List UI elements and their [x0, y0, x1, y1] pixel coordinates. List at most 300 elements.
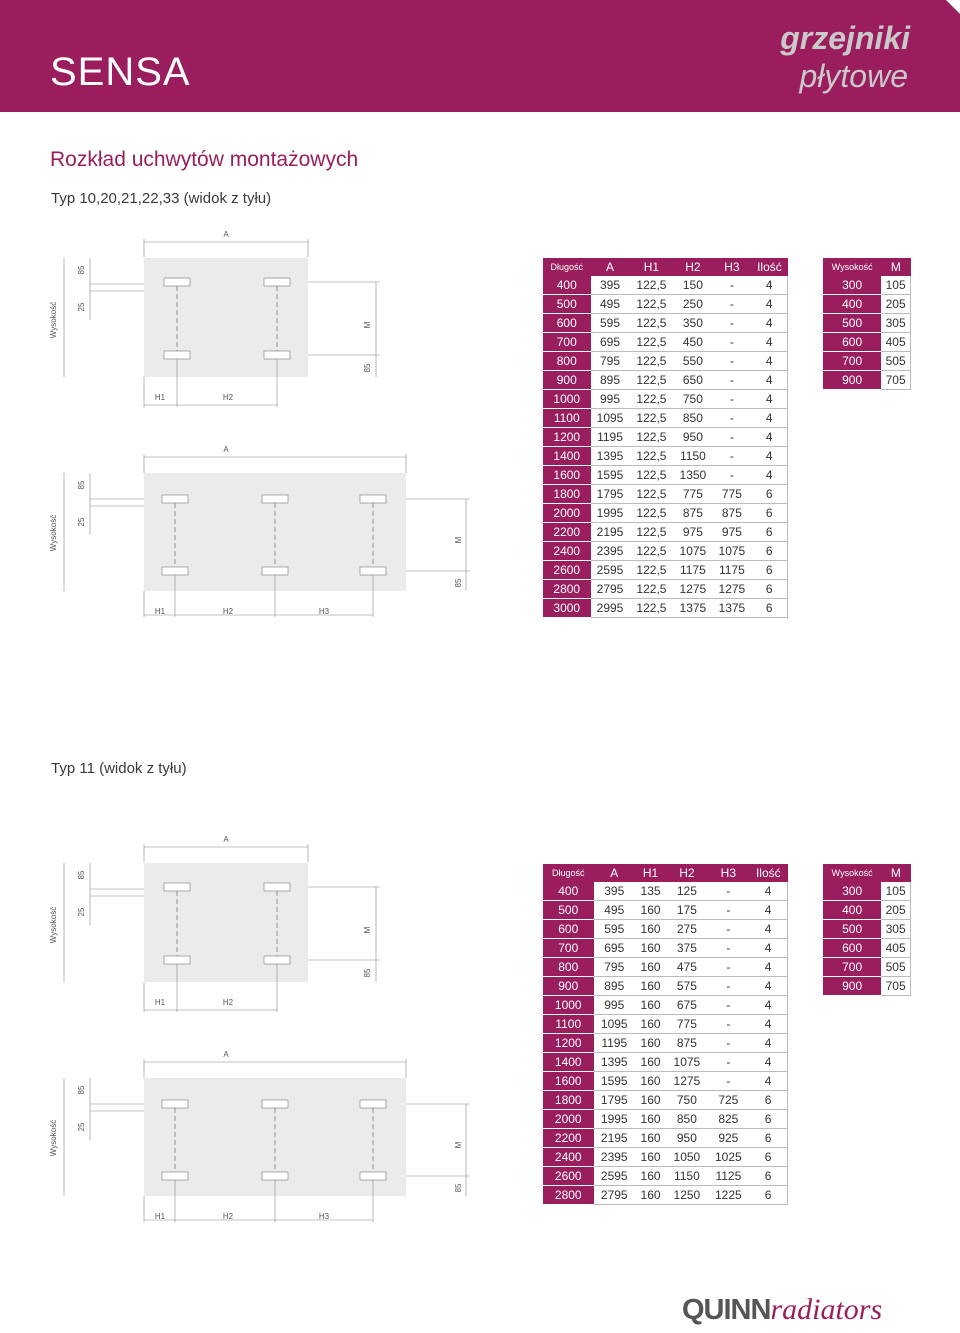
- table-cell: -: [708, 996, 749, 1015]
- table-cell: 405: [881, 939, 910, 958]
- table-cell: 925: [708, 1129, 749, 1148]
- table-cell: 160: [635, 1091, 666, 1110]
- table-cell: -: [708, 920, 749, 939]
- column-header: Długość: [543, 864, 594, 882]
- table-row: [823, 295, 911, 314]
- table-cell: 122,5: [630, 428, 674, 447]
- row-label-cell: 1400: [543, 447, 591, 466]
- dim-label-a: A: [223, 445, 229, 454]
- row-label-cell: 500: [543, 901, 594, 920]
- table-row: [543, 939, 788, 958]
- table-cell: 895: [591, 371, 630, 390]
- row-label-cell: 1000: [543, 996, 594, 1015]
- table-cell: 350: [673, 314, 712, 333]
- table-cell: 550: [673, 352, 712, 371]
- category-line-2: płytowe: [799, 58, 908, 94]
- table-cell: 160: [635, 977, 666, 996]
- table-cell: 175: [666, 901, 707, 920]
- dim-label-85: 85: [454, 1183, 463, 1193]
- table-cell: 795: [594, 958, 635, 977]
- dim-label-m: M: [363, 926, 372, 934]
- table-cell: -: [712, 295, 751, 314]
- table-cell: 875: [712, 504, 751, 523]
- table-cell: 122,5: [630, 523, 674, 542]
- quinn-radiators-logo: [682, 1293, 912, 1333]
- table-cell: -: [708, 1072, 749, 1091]
- table-cell: 1795: [591, 485, 630, 504]
- table-cell: 895: [594, 977, 635, 996]
- table-cell: 4: [749, 920, 787, 939]
- row-label-cell: 600: [823, 333, 881, 352]
- table-cell: 6: [749, 1091, 787, 1110]
- table-cell: 2395: [591, 542, 630, 561]
- table-row: [823, 333, 911, 352]
- height-label: Wysokość: [49, 301, 58, 339]
- table-cell: 150: [673, 276, 712, 295]
- table-row: [823, 276, 911, 295]
- page-title: Rozkład uchwytów montażowych: [50, 148, 359, 171]
- table-cell: 1125: [708, 1167, 749, 1186]
- column-header: Ilość: [751, 258, 787, 276]
- table-cell: 160: [635, 1186, 666, 1205]
- row-label-cell: 2200: [543, 523, 591, 542]
- table-cell: 1195: [594, 1034, 635, 1053]
- table-cell: 1075: [666, 1053, 707, 1072]
- row-label-cell: 800: [543, 958, 594, 977]
- table-cell: 122,5: [630, 371, 674, 390]
- dim-label-85: 85: [363, 363, 372, 373]
- column-header: H1: [630, 258, 674, 276]
- table-cell: 4: [751, 314, 787, 333]
- table-cell: 275: [666, 920, 707, 939]
- table-cell: 1275: [712, 580, 751, 599]
- row-label-cell: 700: [823, 352, 881, 371]
- dim-label-a: A: [223, 835, 229, 844]
- table-cell: 495: [594, 901, 635, 920]
- table-row: [543, 901, 788, 920]
- table-cell: 4: [749, 1053, 787, 1072]
- table-cell: 875: [673, 504, 712, 523]
- table-row: [543, 523, 788, 542]
- table-row: [543, 447, 788, 466]
- dim-label-85: 85: [77, 1085, 86, 1095]
- table-row: [543, 1091, 788, 1110]
- column-header: Wysokość: [823, 864, 881, 882]
- height-m-table-2: [823, 864, 911, 996]
- column-header: H2: [673, 258, 712, 276]
- row-label-cell: 2000: [543, 1110, 594, 1129]
- dim-label-h1: H1: [154, 998, 166, 1007]
- row-label-cell: 800: [543, 352, 591, 371]
- column-header: A: [594, 864, 635, 882]
- table-cell: 650: [673, 371, 712, 390]
- table-cell: 950: [666, 1129, 707, 1148]
- dim-label-h1: H1: [154, 393, 166, 402]
- table-cell: 122,5: [630, 333, 674, 352]
- table-cell: 4: [749, 1034, 787, 1053]
- table-cell: 2795: [591, 580, 630, 599]
- table-cell: 725: [708, 1091, 749, 1110]
- table-cell: 495: [591, 295, 630, 314]
- table-cell: 160: [635, 1053, 666, 1072]
- bracket-table-2: [543, 864, 788, 1205]
- table-row: [543, 1110, 788, 1129]
- table-cell: -: [708, 1034, 749, 1053]
- table-cell: -: [712, 466, 751, 485]
- row-label-cell: 700: [543, 333, 591, 352]
- dim-label-h1: H1: [154, 607, 166, 616]
- table-row: [823, 958, 911, 977]
- table-cell: 6: [751, 599, 787, 618]
- table-cell: 125: [666, 882, 707, 901]
- table-cell: 6: [749, 1186, 787, 1205]
- table-row: [543, 561, 788, 580]
- dim-label-m: M: [454, 536, 463, 544]
- table-cell: 6: [749, 1110, 787, 1129]
- table-cell: -: [712, 409, 751, 428]
- row-label-cell: 1800: [543, 485, 591, 504]
- table-cell: 160: [635, 939, 666, 958]
- height-m-table-1: [823, 258, 911, 390]
- table-cell: 160: [635, 996, 666, 1015]
- table-cell: -: [712, 447, 751, 466]
- table-row: [543, 466, 788, 485]
- dim-label-a: A: [223, 1050, 229, 1059]
- table-cell: 6: [751, 523, 787, 542]
- table-row: [543, 1167, 788, 1186]
- table-cell: 1150: [673, 447, 712, 466]
- table-header-row: [823, 864, 911, 882]
- table-cell: 1395: [591, 447, 630, 466]
- table-cell: 105: [881, 276, 910, 295]
- row-label-cell: 1200: [543, 428, 591, 447]
- table-row: [543, 1072, 788, 1091]
- table-cell: 2995: [591, 599, 630, 618]
- table-cell: 595: [591, 314, 630, 333]
- table-cell: 825: [708, 1110, 749, 1129]
- dim-label-h2: H2: [222, 393, 234, 402]
- table-cell: 4: [749, 901, 787, 920]
- table-cell: 1075: [712, 542, 751, 561]
- table-cell: 2795: [594, 1186, 635, 1205]
- table-cell: 705: [881, 977, 910, 996]
- table-cell: -: [708, 958, 749, 977]
- table-cell: 122,5: [630, 561, 674, 580]
- table-cell: 122,5: [630, 314, 674, 333]
- table-cell: 995: [594, 996, 635, 1015]
- bracket-table-1: [543, 258, 788, 618]
- table-cell: 1250: [666, 1186, 707, 1205]
- table-cell: 160: [635, 1129, 666, 1148]
- dim-label-25: 25: [77, 907, 86, 917]
- table-row: [543, 1148, 788, 1167]
- table-cell: 2395: [594, 1148, 635, 1167]
- column-header: M: [881, 864, 910, 882]
- logo-part-1: QUINN: [682, 1294, 771, 1326]
- row-label-cell: 1400: [543, 1053, 594, 1072]
- table-cell: 135: [635, 882, 666, 901]
- table-cell: 1995: [591, 504, 630, 523]
- category-line-1: grzejniki: [780, 20, 910, 56]
- table-cell: 4: [751, 447, 787, 466]
- table-cell: 2195: [591, 523, 630, 542]
- table-cell: 4: [749, 882, 787, 901]
- table-row: [823, 352, 911, 371]
- table-cell: 975: [712, 523, 751, 542]
- table-cell: 160: [635, 958, 666, 977]
- table-cell: 4: [749, 1072, 787, 1091]
- dim-label-85: 85: [363, 968, 372, 978]
- table-cell: 1275: [666, 1072, 707, 1091]
- table-cell: 375: [666, 939, 707, 958]
- table-cell: 1175: [712, 561, 751, 580]
- row-label-cell: 600: [543, 920, 594, 939]
- table-cell: 6: [749, 1148, 787, 1167]
- table-cell: 1995: [594, 1110, 635, 1129]
- table-row: [543, 333, 788, 352]
- table-cell: -: [712, 390, 751, 409]
- table-cell: 875: [666, 1034, 707, 1053]
- table-cell: 505: [881, 352, 910, 371]
- table-cell: 2595: [594, 1167, 635, 1186]
- table-cell: 4: [751, 276, 787, 295]
- height-label: Wysokość: [49, 514, 58, 552]
- table-cell: 122,5: [630, 409, 674, 428]
- row-label-cell: 1000: [543, 390, 591, 409]
- row-label-cell: 1100: [543, 409, 591, 428]
- table-cell: 122,5: [630, 485, 674, 504]
- dim-label-85: 85: [77, 265, 86, 275]
- table-cell: 6: [749, 1167, 787, 1186]
- table-cell: 6: [751, 504, 787, 523]
- column-header: M: [881, 258, 910, 276]
- table-cell: -: [708, 939, 749, 958]
- table-cell: 595: [594, 920, 635, 939]
- table-cell: -: [712, 428, 751, 447]
- table-cell: 405: [881, 333, 910, 352]
- table-cell: 750: [666, 1091, 707, 1110]
- table-cell: 1275: [673, 580, 712, 599]
- table-cell: 1150: [666, 1167, 707, 1186]
- table-cell: 4: [751, 333, 787, 352]
- table-cell: 1375: [673, 599, 712, 618]
- dim-label-h3: H3: [318, 607, 330, 616]
- row-label-cell: 900: [543, 977, 594, 996]
- header-banner: [0, 0, 960, 112]
- table-cell: -: [708, 1015, 749, 1034]
- column-header: H3: [708, 864, 749, 882]
- table-cell: 705: [881, 371, 910, 390]
- table-cell: -: [708, 1053, 749, 1072]
- table-cell: 4: [749, 939, 787, 958]
- dim-label-h1: H1: [154, 1212, 166, 1221]
- table-header-row: [543, 864, 788, 882]
- dim-label-h3: H3: [318, 1212, 330, 1221]
- row-label-cell: 3000: [543, 599, 591, 618]
- dim-label-m: M: [363, 321, 372, 329]
- table-row: [543, 1053, 788, 1072]
- table-cell: 505: [881, 958, 910, 977]
- table-cell: 160: [635, 1167, 666, 1186]
- row-label-cell: 400: [823, 901, 881, 920]
- table-cell: 250: [673, 295, 712, 314]
- row-label-cell: 1800: [543, 1091, 594, 1110]
- dim-label-h2: H2: [222, 998, 234, 1007]
- table-cell: 4: [749, 1015, 787, 1034]
- table-cell: 160: [635, 1034, 666, 1053]
- table-cell: 850: [673, 409, 712, 428]
- table-cell: 122,5: [630, 542, 674, 561]
- table-row: [543, 1034, 788, 1053]
- table-cell: 1375: [712, 599, 751, 618]
- table-cell: 1595: [594, 1072, 635, 1091]
- table-cell: 2195: [594, 1129, 635, 1148]
- table-cell: 995: [591, 390, 630, 409]
- table-cell: 395: [594, 882, 635, 901]
- table-header-row: [823, 258, 911, 276]
- brand-title: SENSA: [50, 50, 191, 94]
- table-cell: 850: [666, 1110, 707, 1129]
- row-label-cell: 400: [543, 882, 594, 901]
- dim-label-m: M: [454, 1141, 463, 1149]
- column-header: Długość: [543, 258, 591, 276]
- table-cell: 4: [749, 996, 787, 1015]
- dim-label-a: A: [223, 230, 229, 239]
- table-cell: 122,5: [630, 276, 674, 295]
- table-row: [543, 428, 788, 447]
- row-label-cell: 2000: [543, 504, 591, 523]
- dim-label-25: 25: [77, 517, 86, 527]
- table-cell: 1225: [708, 1186, 749, 1205]
- column-header: H3: [712, 258, 751, 276]
- table-cell: 395: [591, 276, 630, 295]
- table-row: [543, 371, 788, 390]
- row-label-cell: 600: [823, 939, 881, 958]
- table-cell: 1095: [594, 1015, 635, 1034]
- table-cell: 122,5: [630, 466, 674, 485]
- table-row: [543, 295, 788, 314]
- table-row: [543, 580, 788, 599]
- table-cell: -: [712, 352, 751, 371]
- table-row: [543, 882, 788, 901]
- table-row: [823, 901, 911, 920]
- table-cell: 6: [751, 485, 787, 504]
- table-cell: 6: [749, 1129, 787, 1148]
- table-cell: 205: [881, 901, 910, 920]
- table-cell: 160: [635, 920, 666, 939]
- dim-label-25: 25: [77, 1122, 86, 1132]
- row-label-cell: 2600: [543, 561, 591, 580]
- table-row: [543, 276, 788, 295]
- table-cell: 695: [594, 939, 635, 958]
- table-cell: 160: [635, 901, 666, 920]
- column-header: H1: [635, 864, 666, 882]
- row-label-cell: 400: [823, 295, 881, 314]
- row-label-cell: 1600: [543, 466, 591, 485]
- table-cell: 695: [591, 333, 630, 352]
- table-cell: 160: [635, 1148, 666, 1167]
- table-row: [823, 977, 911, 996]
- row-label-cell: 500: [823, 920, 881, 939]
- table-cell: -: [712, 276, 751, 295]
- table-cell: -: [712, 333, 751, 352]
- row-label-cell: 400: [543, 276, 591, 295]
- mounting-diagram-2: [40, 830, 480, 1230]
- row-label-cell: 1100: [543, 1015, 594, 1034]
- row-label-cell: 2800: [543, 1186, 594, 1205]
- table-row: [543, 920, 788, 939]
- row-label-cell: 2400: [543, 1148, 594, 1167]
- table-cell: 1095: [591, 409, 630, 428]
- row-label-cell: 900: [823, 371, 881, 390]
- row-label-cell: 1600: [543, 1072, 594, 1091]
- table-cell: 675: [666, 996, 707, 1015]
- dim-label-85: 85: [77, 480, 86, 490]
- table-cell: 122,5: [630, 352, 674, 371]
- table-cell: 1195: [591, 428, 630, 447]
- dim-label-h2: H2: [222, 1212, 234, 1221]
- table-cell: -: [708, 901, 749, 920]
- table-row: [543, 958, 788, 977]
- table-row: [823, 920, 911, 939]
- table-cell: 1175: [673, 561, 712, 580]
- table-cell: -: [712, 314, 751, 333]
- table-cell: 305: [881, 314, 910, 333]
- table-cell: 122,5: [630, 599, 674, 618]
- row-label-cell: 900: [543, 371, 591, 390]
- table-cell: 160: [635, 1015, 666, 1034]
- table-cell: 1395: [594, 1053, 635, 1072]
- table-cell: 122,5: [630, 580, 674, 599]
- table-cell: 1050: [666, 1148, 707, 1167]
- table-row: [543, 504, 788, 523]
- table-row: [543, 977, 788, 996]
- table-cell: 4: [751, 428, 787, 447]
- table-cell: 1075: [673, 542, 712, 561]
- logo-part-2: radiators: [770, 1293, 883, 1326]
- row-label-cell: 2600: [543, 1167, 594, 1186]
- table-cell: 2595: [591, 561, 630, 580]
- row-label-cell: 700: [823, 958, 881, 977]
- height-label: Wysokość: [49, 1119, 58, 1157]
- mounting-diagram-1: [40, 225, 480, 625]
- table-cell: 4: [749, 977, 787, 996]
- row-label-cell: 2400: [543, 542, 591, 561]
- table-row: [543, 1186, 788, 1205]
- table-row: [543, 1015, 788, 1034]
- table-cell: 750: [673, 390, 712, 409]
- table-row: [543, 485, 788, 504]
- row-label-cell: 1200: [543, 1034, 594, 1053]
- table-cell: 160: [635, 1110, 666, 1129]
- table-cell: 1595: [591, 466, 630, 485]
- section2-subtitle: Typ 11 (widok z tyłu): [51, 760, 187, 777]
- table-cell: 4: [751, 390, 787, 409]
- table-row: [543, 352, 788, 371]
- table-cell: 450: [673, 333, 712, 352]
- table-cell: 122,5: [630, 504, 674, 523]
- dim-label-85: 85: [77, 870, 86, 880]
- table-row: [543, 542, 788, 561]
- column-header: A: [591, 258, 630, 276]
- table-row: [823, 882, 911, 901]
- table-cell: 575: [666, 977, 707, 996]
- row-label-cell: 900: [823, 977, 881, 996]
- column-header: Ilość: [749, 864, 787, 882]
- table-cell: 122,5: [630, 390, 674, 409]
- dim-label-h2: H2: [222, 607, 234, 616]
- row-label-cell: 500: [823, 314, 881, 333]
